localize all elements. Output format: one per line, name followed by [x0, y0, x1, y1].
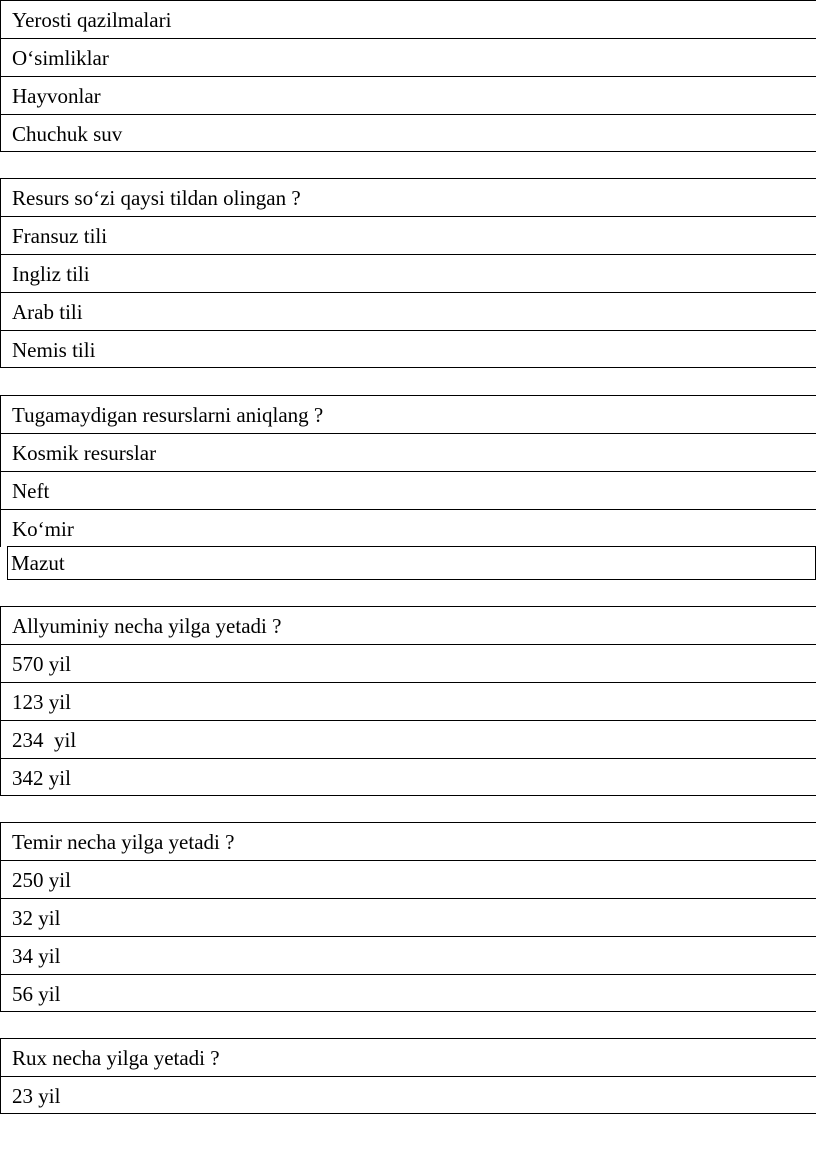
question-row: [0, 1038, 816, 1076]
question-text: Resurs so‘zi qaysi tildan olingan ?: [12, 186, 301, 210]
question-text: Tugamaydigan resurslarni aniqlang ?: [12, 403, 324, 427]
option-text: Neft: [12, 479, 50, 503]
question-block: [0, 822, 816, 1012]
question-text: Rux necha yilga yetadi ?: [12, 1046, 220, 1070]
option-text: Yerosti qazilmalari: [12, 8, 172, 32]
option-row: [0, 114, 816, 152]
option-text: Ingliz tili: [12, 262, 90, 286]
option-row: [0, 330, 816, 368]
option-row: [0, 38, 816, 76]
option-text: Ko‘mir: [12, 517, 74, 541]
option-row: [0, 898, 816, 936]
option-text: 123 yil: [12, 690, 71, 714]
question-row: [0, 822, 816, 860]
question-text: Allyuminiy necha yilga yetadi ?: [12, 614, 282, 638]
question-row: [0, 395, 816, 433]
question-text: Temir necha yilga yetadi ?: [12, 830, 235, 854]
option-row-selected: [7, 546, 816, 580]
question-block: [0, 395, 816, 580]
option-row: [0, 471, 816, 509]
option-row: [0, 860, 816, 898]
option-row: [0, 1076, 816, 1114]
option-text: 570 yil: [12, 652, 71, 676]
question-block: [0, 1038, 816, 1114]
option-text: 32 yil: [12, 906, 61, 930]
option-row: [0, 974, 816, 1012]
question-row: [0, 606, 816, 644]
option-row: [0, 76, 816, 114]
option-row: [0, 758, 816, 796]
option-row: [0, 644, 816, 682]
option-text: 34 yil: [12, 944, 61, 968]
option-text: Kosmik resurslar: [12, 441, 157, 465]
option-row: [0, 0, 816, 38]
option-text: Hayvonlar: [12, 84, 101, 108]
option-text: 56 yil: [12, 982, 61, 1006]
option-row: [0, 509, 816, 547]
option-row: [0, 720, 816, 758]
question-block: [0, 178, 816, 368]
option-row: [0, 433, 816, 471]
option-text: O‘simliklar: [12, 46, 109, 70]
option-row: [0, 216, 816, 254]
option-text: 250 yil: [12, 868, 71, 892]
option-text: Nemis tili: [12, 338, 96, 362]
option-text: Arab tili: [12, 300, 83, 324]
option-row: [0, 292, 816, 330]
option-text: 23 yil: [12, 1084, 61, 1108]
option-row: [0, 936, 816, 974]
option-text: 342 yil: [12, 766, 71, 790]
question-row: [0, 178, 816, 216]
question-block: [0, 0, 816, 152]
option-text: Mazut: [11, 551, 65, 575]
option-row: [0, 682, 816, 720]
option-row: [0, 254, 816, 292]
option-text: 234 yil: [12, 728, 77, 752]
question-block: [0, 606, 816, 796]
option-text: Chuchuk suv: [12, 122, 123, 146]
option-text: Fransuz tili: [12, 224, 108, 248]
